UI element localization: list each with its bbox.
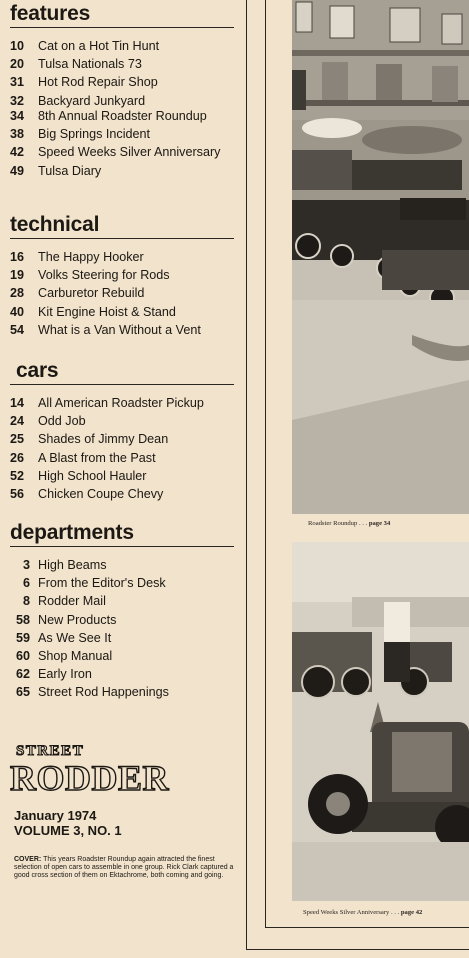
- article-title: As We See It: [38, 630, 112, 645]
- page-number: 6: [22, 576, 30, 591]
- article-title: Cat on a Hot Tin Hunt: [38, 39, 160, 53]
- article-title: Tulsa Nationals 73: [38, 57, 142, 72]
- section-title: technical: [10, 213, 234, 239]
- cover-note: [14, 856, 234, 881]
- page-number: 62: [15, 667, 30, 682]
- page-number: 65: [15, 685, 30, 700]
- article-title: Backyard Junkyard: [38, 93, 146, 108]
- photo-illustration: [292, 542, 469, 901]
- page-number: 24: [10, 414, 25, 429]
- features-list: [10, 37, 234, 181]
- photo-caption: Speed Weeks Silver Anniversary . . . page 42: [303, 909, 423, 916]
- cover-text: This years Roadster Roundup again attracted the finest selection of open cars to assemble in one group. Rick Clark captured a good cross section of them on Ektachrome, both coming and going.: [14, 856, 234, 880]
- issue-date: January 1974: [14, 808, 97, 823]
- page-number: 26: [10, 450, 25, 465]
- toc-item[interactable]: [10, 37, 234, 55]
- article-title: All American Roadster Pickup: [38, 396, 204, 410]
- article-title: Odd Job: [38, 414, 86, 429]
- page-number: 16: [10, 250, 25, 264]
- cover-label: COVER:: [14, 856, 42, 863]
- article-title: Shades of Jimmy Dean: [38, 432, 169, 447]
- photo-caption: Roadster Roundup . . . page 34: [308, 520, 391, 527]
- article-title: Kit Engine Hoist & Stand: [38, 304, 176, 319]
- caption-title: Speed Weeks Silver Anniversary: [303, 909, 390, 916]
- technical-list: [10, 248, 234, 339]
- toc-item[interactable]: [10, 647, 234, 665]
- departments-list: [10, 556, 234, 702]
- article-title: Speed Weeks Silver Anniversary: [38, 144, 221, 159]
- article-title: Hot Rod Repair Shop: [38, 75, 158, 90]
- toc-item[interactable]: [10, 55, 234, 73]
- article-title: Big Springs Incident: [38, 127, 151, 142]
- article-title: 8th Annual Roadster Roundup: [38, 108, 207, 123]
- page-number: 10: [10, 39, 25, 53]
- toc-item[interactable]: [10, 125, 234, 143]
- page-number: 56: [10, 487, 25, 502]
- toc-item[interactable]: [10, 321, 234, 339]
- article-title: The Happy Hooker: [38, 250, 144, 264]
- caption-title: Roadster Roundup: [308, 520, 358, 527]
- departments-section: [10, 521, 234, 702]
- article-title: Tulsa Diary: [38, 164, 102, 179]
- toc-item[interactable]: [10, 266, 234, 284]
- article-title: Volks Steering for Rods: [38, 268, 170, 283]
- technical-section: [10, 213, 234, 339]
- page-number: 59: [15, 630, 30, 645]
- page-number: 3: [22, 558, 30, 572]
- section-title: features: [10, 2, 234, 28]
- article-title: High School Hauler: [38, 468, 147, 483]
- toc-item[interactable]: [10, 665, 234, 683]
- page-number: 58: [15, 612, 30, 627]
- page-number: 54: [10, 322, 25, 337]
- article-title: A Blast from the Past: [38, 450, 156, 465]
- toc-item[interactable]: [10, 303, 234, 321]
- article-title: Early Iron: [38, 667, 92, 682]
- page-number: 40: [10, 304, 25, 319]
- page-number: 60: [15, 649, 30, 664]
- toc-item[interactable]: [10, 683, 234, 701]
- article-title: Shop Manual: [38, 649, 113, 664]
- page-number: 20: [10, 57, 25, 72]
- features-section: [10, 2, 234, 181]
- page-number: 19: [10, 268, 25, 283]
- article-title: New Products: [38, 612, 117, 627]
- toc-item[interactable]: [10, 107, 234, 125]
- speed-weeks-photo: [292, 542, 469, 901]
- page-number: 49: [10, 164, 25, 179]
- page-number: 38: [10, 127, 25, 142]
- issue-volume: VOLUME 3, NO. 1: [14, 822, 122, 838]
- article-title: Rodder Mail: [38, 594, 106, 609]
- toc-item[interactable]: [10, 143, 234, 161]
- toc-item[interactable]: [10, 592, 234, 610]
- caption-page: page 42: [400, 909, 423, 916]
- page-number: 32: [10, 93, 25, 108]
- toc-item[interactable]: [10, 248, 234, 266]
- toc-item[interactable]: [10, 394, 234, 412]
- toc-item[interactable]: [10, 611, 234, 629]
- page-number: 42: [10, 145, 25, 160]
- toc-item[interactable]: [10, 449, 234, 467]
- toc-item[interactable]: [10, 430, 234, 448]
- toc-item[interactable]: [10, 162, 234, 180]
- toc-item[interactable]: [10, 556, 234, 574]
- article-title: Carburetor Rebuild: [38, 286, 145, 301]
- section-title: cars: [10, 359, 234, 385]
- cars-section: [10, 359, 234, 503]
- article-title: High Beams: [38, 558, 107, 572]
- toc-item[interactable]: [10, 629, 234, 647]
- page-number: 28: [10, 286, 25, 301]
- section-title: departments: [10, 521, 234, 547]
- toc-item[interactable]: [10, 467, 234, 485]
- page-number: 52: [10, 468, 25, 483]
- article-title: From the Editor's Desk: [38, 576, 166, 591]
- cars-list: [10, 394, 234, 503]
- issue-info: [14, 809, 122, 838]
- caption-page: page 34: [368, 520, 391, 527]
- street-rodder-logo: [10, 743, 170, 797]
- page-number: 31: [10, 75, 25, 90]
- article-title: What is a Van Without a Vent: [38, 322, 201, 337]
- page-number: 8: [22, 594, 30, 609]
- toc-item[interactable]: [10, 485, 234, 503]
- toc-item[interactable]: [10, 574, 234, 592]
- logo-line-rodder: RODDER: [10, 758, 170, 798]
- page-number: 14: [10, 396, 25, 410]
- article-title: Chicken Coupe Chevy: [38, 487, 164, 502]
- toc-item[interactable]: [10, 73, 234, 91]
- page-number: 25: [10, 432, 25, 447]
- toc-item[interactable]: [10, 284, 234, 302]
- photo-illustration: [292, 0, 469, 514]
- logo-line-street: STREET: [16, 743, 85, 759]
- article-title: Street Rod Happenings: [38, 685, 169, 700]
- toc-item[interactable]: [10, 412, 234, 430]
- roadster-roundup-photo: [292, 0, 469, 514]
- page-number: 34: [10, 108, 25, 123]
